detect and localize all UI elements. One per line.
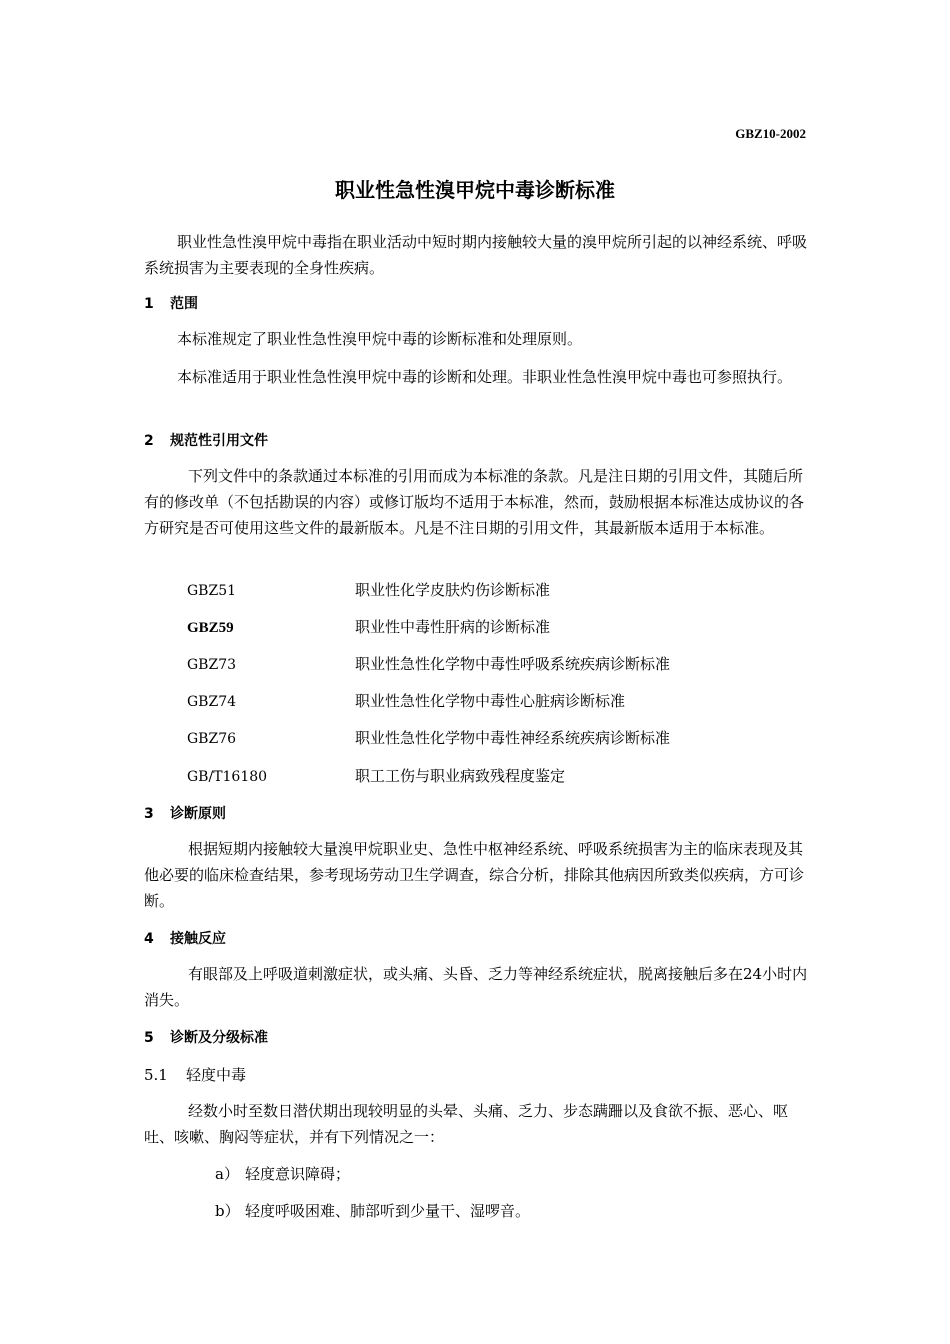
section-heading-3 <box>144 803 226 823</box>
intro-paragraph: 职业性急性溴甲烷中毒指在职业活动中短时期内接触较大量的溴甲烷所引起的以神经系统、呼吸系统损害为主要表现的全身性疾病。 <box>144 233 808 277</box>
reference-title: 职业性急性化学物中毒性呼吸系统疾病诊断标准 <box>355 655 671 673</box>
section-number: 3 <box>144 806 154 822</box>
list-text: 轻度意识障碍； <box>245 1165 351 1183</box>
list-marker: b） <box>215 1202 240 1220</box>
section-number: 5 <box>144 1030 154 1046</box>
section-number: 2 <box>144 433 154 449</box>
section-3-paragraph-1: 根据短期内接触较大量溴甲烷职业史、急性中枢神经系统、呼吸系统损害为主的临床表现及其他必要的临床检查结果，参考现场劳动卫生学调查，综合分析，排除其他病因所致类似疾病，方可诊断。 <box>144 840 805 910</box>
section-1-paragraph-1: 本标准规定了职业性急性溴甲烷中毒的诊断标准和处理原则。 <box>177 330 583 348</box>
reference-row <box>187 765 565 786</box>
reference-code: GBZ73 <box>187 657 237 673</box>
section-number: 1 <box>144 296 154 312</box>
reference-code: GB/T16180 <box>187 769 268 785</box>
reference-row <box>187 616 550 637</box>
subsection-heading-5-1 <box>144 1064 246 1085</box>
list-text: 轻度呼吸困难、肺部听到少量干、湿啰音。 <box>245 1202 531 1220</box>
section-heading-1 <box>144 293 198 313</box>
reference-title: 职业性急性化学物中毒性心脏病诊断标准 <box>355 692 626 710</box>
reference-row <box>187 653 670 674</box>
section-title: 规范性引用文件 <box>170 433 268 449</box>
section-heading-2 <box>144 430 268 450</box>
section-title: 诊断原则 <box>170 806 226 822</box>
section-heading-4 <box>144 928 226 948</box>
reference-code: GBZ59 <box>187 620 234 636</box>
document-title: 职业性急性溴甲烷中毒诊断标准 <box>335 178 615 202</box>
reference-code: GBZ74 <box>187 694 237 710</box>
list-item <box>215 1163 350 1184</box>
reference-title: 职业性中毒性肝病的诊断标准 <box>355 618 551 636</box>
list-item <box>215 1200 530 1221</box>
list-marker: a） <box>215 1165 239 1183</box>
standard-code: GBZ10-2002 <box>735 126 806 141</box>
section-title: 接触反应 <box>170 931 226 947</box>
reference-title: 职工工伤与职业病致残程度鉴定 <box>355 767 566 785</box>
reference-title: 职业性急性化学物中毒性神经系统疾病诊断标准 <box>355 729 671 747</box>
reference-title: 职业性化学皮肤灼伤诊断标准 <box>355 581 551 599</box>
reference-row <box>187 727 670 748</box>
reference-row <box>187 690 625 711</box>
section-title: 范围 <box>170 296 198 312</box>
section-number: 4 <box>144 931 154 947</box>
section-4-paragraph-1: 有眼部及上呼吸道刺激症状，或头痛、头昏、乏力等神经系统症状，脱离接触后多在24小时内消失。 <box>144 965 808 1009</box>
reference-code: GBZ76 <box>187 731 237 747</box>
section-1-paragraph-2: 本标准适用于职业性急性溴甲烷中毒的诊断和处理。非职业性急性溴甲烷中毒也可参照执行。 <box>177 368 793 386</box>
section-heading-5 <box>144 1027 268 1047</box>
subsection-title: 轻度中毒 <box>186 1066 247 1084</box>
subsection-5-1-paragraph-1: 经数小时至数日潜伏期出现较明显的头晕、头痛、乏力、步态蹒跚以及食欲不振、恶心、呕吐、咳嗽、胸闷等症状，并有下列情况之一： <box>144 1102 789 1146</box>
subsection-number: 5.1 <box>144 1066 168 1084</box>
reference-row <box>187 579 550 600</box>
section-title: 诊断及分级标准 <box>170 1030 268 1046</box>
section-2-paragraph-1: 下列文件中的条款通过本标准的引用而成为本标准的条款。凡是注日期的引用文件，其随后所有的修改单（不包括勘误的内容）或修订版均不适用于本标准，然而，鼓励根据本标准达成协议的各方研究是否可使用这些文件的最新版本。凡是不注日期的引用文件，其最新版本适用于本标准。 <box>144 467 805 537</box>
reference-code: GBZ51 <box>187 583 237 599</box>
